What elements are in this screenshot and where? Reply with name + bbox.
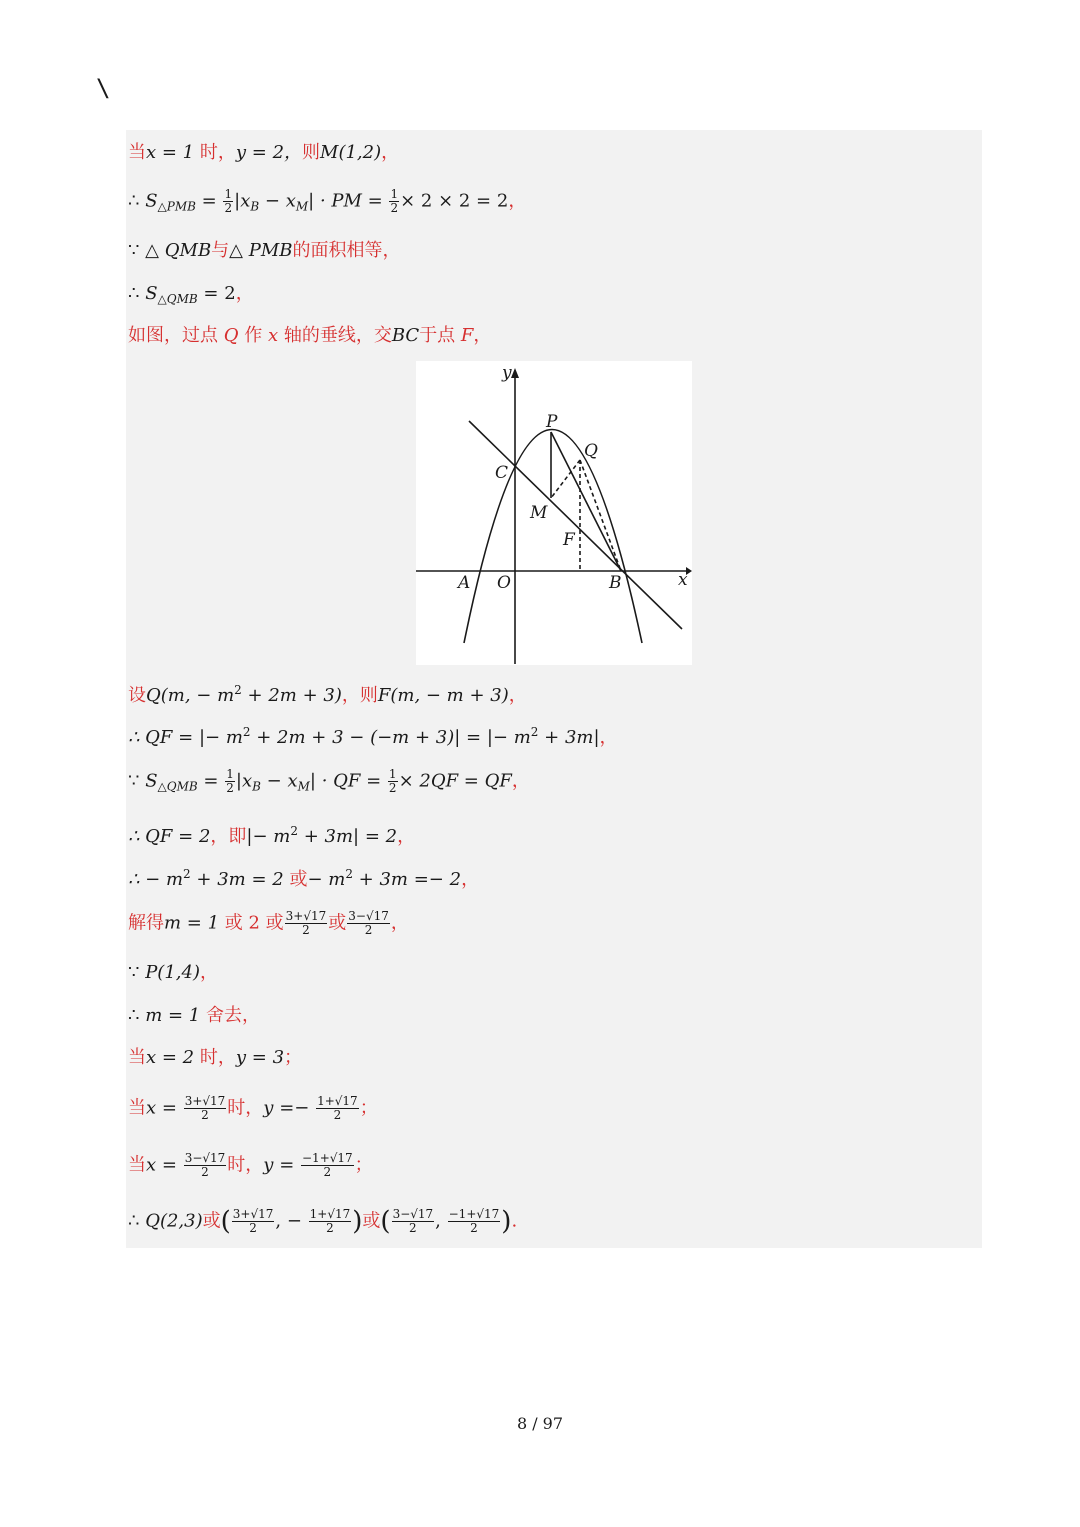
punct: ， <box>381 142 400 163</box>
text-shi: 时， <box>199 142 236 163</box>
text: 或 2 或 <box>219 912 284 934</box>
fraction: $\frac{3+√17}{2}$ <box>184 1094 226 1122</box>
math: x = <box>146 1154 183 1176</box>
text: 轴的垂线，交 <box>278 325 392 346</box>
punct: ， <box>199 962 218 983</box>
text-ze: 则 <box>302 142 321 163</box>
math-sub: △PMB <box>157 199 196 214</box>
math: , <box>435 1210 447 1232</box>
math: y = 3 <box>235 1047 285 1068</box>
corner-mark: \ <box>96 74 111 102</box>
line-3 <box>128 238 401 264</box>
y-axis-arrow <box>511 368 519 378</box>
math-x-eq-1: x = 1 <box>146 142 195 163</box>
line-10 <box>128 861 479 893</box>
fraction: $\frac{1}{2}$ <box>226 767 234 795</box>
segment-QM <box>551 460 580 498</box>
math-sub: B <box>250 199 260 214</box>
math: △ <box>229 240 249 261</box>
page-number: 8 / 97 <box>516 1414 564 1433</box>
line-6 <box>128 677 527 709</box>
therefore-symbol: ∴ <box>128 1005 146 1026</box>
fraction: $\frac{1+√17}{2}$ <box>309 1207 351 1235</box>
math: m = 1 <box>145 1005 201 1026</box>
label-C: C <box>495 463 509 483</box>
segment-QB <box>580 460 621 571</box>
text: 则 <box>359 685 378 706</box>
punct: ， <box>235 283 254 304</box>
punct: ， <box>341 685 360 706</box>
punct: ， <box>508 190 527 212</box>
text: 设 <box>128 685 146 706</box>
fraction: $\frac{1}{2}$ <box>388 767 397 795</box>
line-4 <box>128 281 254 312</box>
punct: ， <box>397 826 416 847</box>
paren: ) <box>501 1206 512 1237</box>
math: | · QF = <box>309 770 387 792</box>
line-11 <box>128 910 409 937</box>
therefore-symbol: ∴ <box>128 190 146 212</box>
math: y =− <box>263 1097 316 1119</box>
punct: ， <box>382 240 401 261</box>
math-sup: 2 <box>345 867 353 881</box>
math-S: S <box>145 770 158 792</box>
math: ∴ − m <box>128 869 184 890</box>
math-sub: M <box>295 199 309 214</box>
line-2 <box>128 188 526 220</box>
math: |− m <box>198 727 243 748</box>
text-when: 当 <box>128 142 146 163</box>
math: ∴ QF = 2 <box>128 826 211 847</box>
fraction: $\frac{3+√17}{2}$ <box>285 909 327 937</box>
math-sup: 2 <box>530 725 539 739</box>
punct: ； <box>359 1097 378 1119</box>
text: 或 <box>202 1210 221 1232</box>
fraction: $\frac{3+√17}{2}$ <box>232 1207 274 1235</box>
parabola-figure <box>416 361 692 665</box>
math: = <box>197 770 225 792</box>
text: 或 <box>362 1210 381 1232</box>
math: F <box>460 325 474 346</box>
math-sup: 2 <box>183 867 191 881</box>
line-15 <box>128 1095 378 1122</box>
text: 作 <box>238 325 268 346</box>
line-13 <box>128 1003 260 1029</box>
text: 时， <box>227 1154 264 1176</box>
math: + 3m = 2 <box>190 869 290 890</box>
line-12 <box>128 960 218 986</box>
math-S: S <box>145 190 158 212</box>
math: |− m <box>246 826 291 847</box>
math-sub: M <box>297 779 310 794</box>
math: × 2QF = QF <box>398 770 512 792</box>
math: |x <box>235 770 253 792</box>
label-O: O <box>497 573 511 593</box>
punct: ， <box>390 912 409 934</box>
math-M: M(1,2) <box>320 142 382 163</box>
math: − m <box>307 869 346 890</box>
math: P(1,4) <box>145 962 200 983</box>
math: Q(m, − m <box>146 685 235 706</box>
fraction: $\frac{-1+√17}{2}$ <box>448 1207 500 1235</box>
math: | · PM = <box>308 190 389 212</box>
math: QMB <box>164 240 212 261</box>
because-symbol: ∵ △ <box>128 240 165 261</box>
text: 或 <box>328 912 347 934</box>
math-sup: 2 <box>242 725 251 739</box>
math: + 3m| <box>538 727 600 748</box>
text: 时， <box>227 1097 264 1119</box>
math: − x <box>259 190 296 212</box>
math: x = 2 <box>146 1047 195 1068</box>
label-F: F <box>563 530 575 550</box>
math: x = <box>146 1097 183 1119</box>
punct: ， <box>511 770 530 792</box>
math: + 2m + 3 − (−m + 3)| = |− m <box>250 727 531 748</box>
math-y-eq-2: y = 2， <box>235 142 303 163</box>
punct: ， <box>473 325 492 346</box>
fraction: $\frac{3-√17}{2}$ <box>392 1207 434 1235</box>
text: 的面积相等 <box>292 240 383 261</box>
label-x: x <box>678 570 688 590</box>
fraction: $\frac{1}{2}$ <box>224 187 233 215</box>
text: 当 <box>128 1154 146 1176</box>
math: − x <box>260 770 298 792</box>
math-sub: △QMB <box>157 292 198 306</box>
line-BC <box>469 421 682 629</box>
math-sub: △QMB <box>157 779 198 794</box>
math-S: S <box>145 283 158 304</box>
because-symbol: ∵ <box>128 770 146 792</box>
math: |x <box>234 190 251 212</box>
math: + 2m + 3) <box>241 685 342 706</box>
math: Q(2,3) <box>145 1210 203 1232</box>
math-eq: = <box>195 190 223 212</box>
line-1 <box>128 140 399 166</box>
label-Q: Q <box>584 441 598 461</box>
math: y = <box>263 1154 300 1176</box>
paren: ( <box>380 1206 391 1237</box>
math: × 2 × 2 = 2 <box>400 190 509 212</box>
text: 或 <box>289 869 308 890</box>
math-sup: 2 <box>234 683 242 697</box>
math: , − <box>275 1210 308 1232</box>
math: ∴ QF = <box>128 727 199 748</box>
text: 当 <box>128 1097 146 1119</box>
paren: ) <box>352 1206 363 1237</box>
paren: ( <box>220 1206 231 1237</box>
math: m = 1 <box>164 912 220 934</box>
math: x <box>267 325 279 346</box>
line-8 <box>128 768 530 800</box>
label-B: B <box>609 573 622 593</box>
math: + 3m =− 2 <box>352 869 462 890</box>
math: PMB <box>248 240 293 261</box>
text: 舍去 <box>200 1005 242 1026</box>
therefore-symbol: ∴ <box>128 283 146 304</box>
punct: ， <box>508 685 527 706</box>
fraction: $\frac{3-√17}{2}$ <box>348 909 389 937</box>
fraction: $\frac{1}{2}$ <box>390 187 399 215</box>
line-17 <box>128 1208 517 1235</box>
line-7 <box>128 719 618 751</box>
line-14 <box>128 1045 302 1071</box>
fraction: $\frac{3-√17}{2}$ <box>184 1151 226 1179</box>
text: ，即 <box>210 826 247 847</box>
math: Q <box>223 325 239 346</box>
punct: ， <box>599 727 618 748</box>
line-9 <box>128 818 415 850</box>
punct: ， <box>461 869 480 890</box>
parabola-curve <box>464 430 642 644</box>
label-M: M <box>530 503 548 523</box>
punct: ， <box>241 1005 260 1026</box>
label-P: P <box>546 412 558 432</box>
punct: . <box>511 1210 518 1232</box>
therefore-symbol: ∴ <box>128 1210 146 1232</box>
math: BC <box>391 325 420 346</box>
text: 当 <box>128 1047 146 1068</box>
label-y: y <box>502 363 512 383</box>
math: F(m, − m + 3) <box>377 685 509 706</box>
label-A: A <box>458 573 471 593</box>
math: + 3m| = 2 <box>297 826 398 847</box>
punct: ； <box>354 1154 373 1176</box>
math-sup: 2 <box>290 824 298 838</box>
fraction: $\frac{-1+√17}{2}$ <box>302 1151 353 1179</box>
text: 解得 <box>128 912 164 934</box>
text: 时， <box>194 1047 236 1068</box>
text: 如图，过点 <box>128 325 224 346</box>
line-16 <box>128 1152 373 1179</box>
text: 与 <box>211 240 230 261</box>
math: = 2 <box>197 283 236 304</box>
punct: ； <box>284 1047 303 1068</box>
text: 于点 <box>419 325 461 346</box>
because-symbol: ∵ <box>128 962 146 983</box>
line-5 <box>128 323 491 349</box>
fraction: $\frac{1+√17}{2}$ <box>317 1094 358 1122</box>
math-sub: B <box>252 779 261 794</box>
parabola-diagram <box>416 361 692 665</box>
